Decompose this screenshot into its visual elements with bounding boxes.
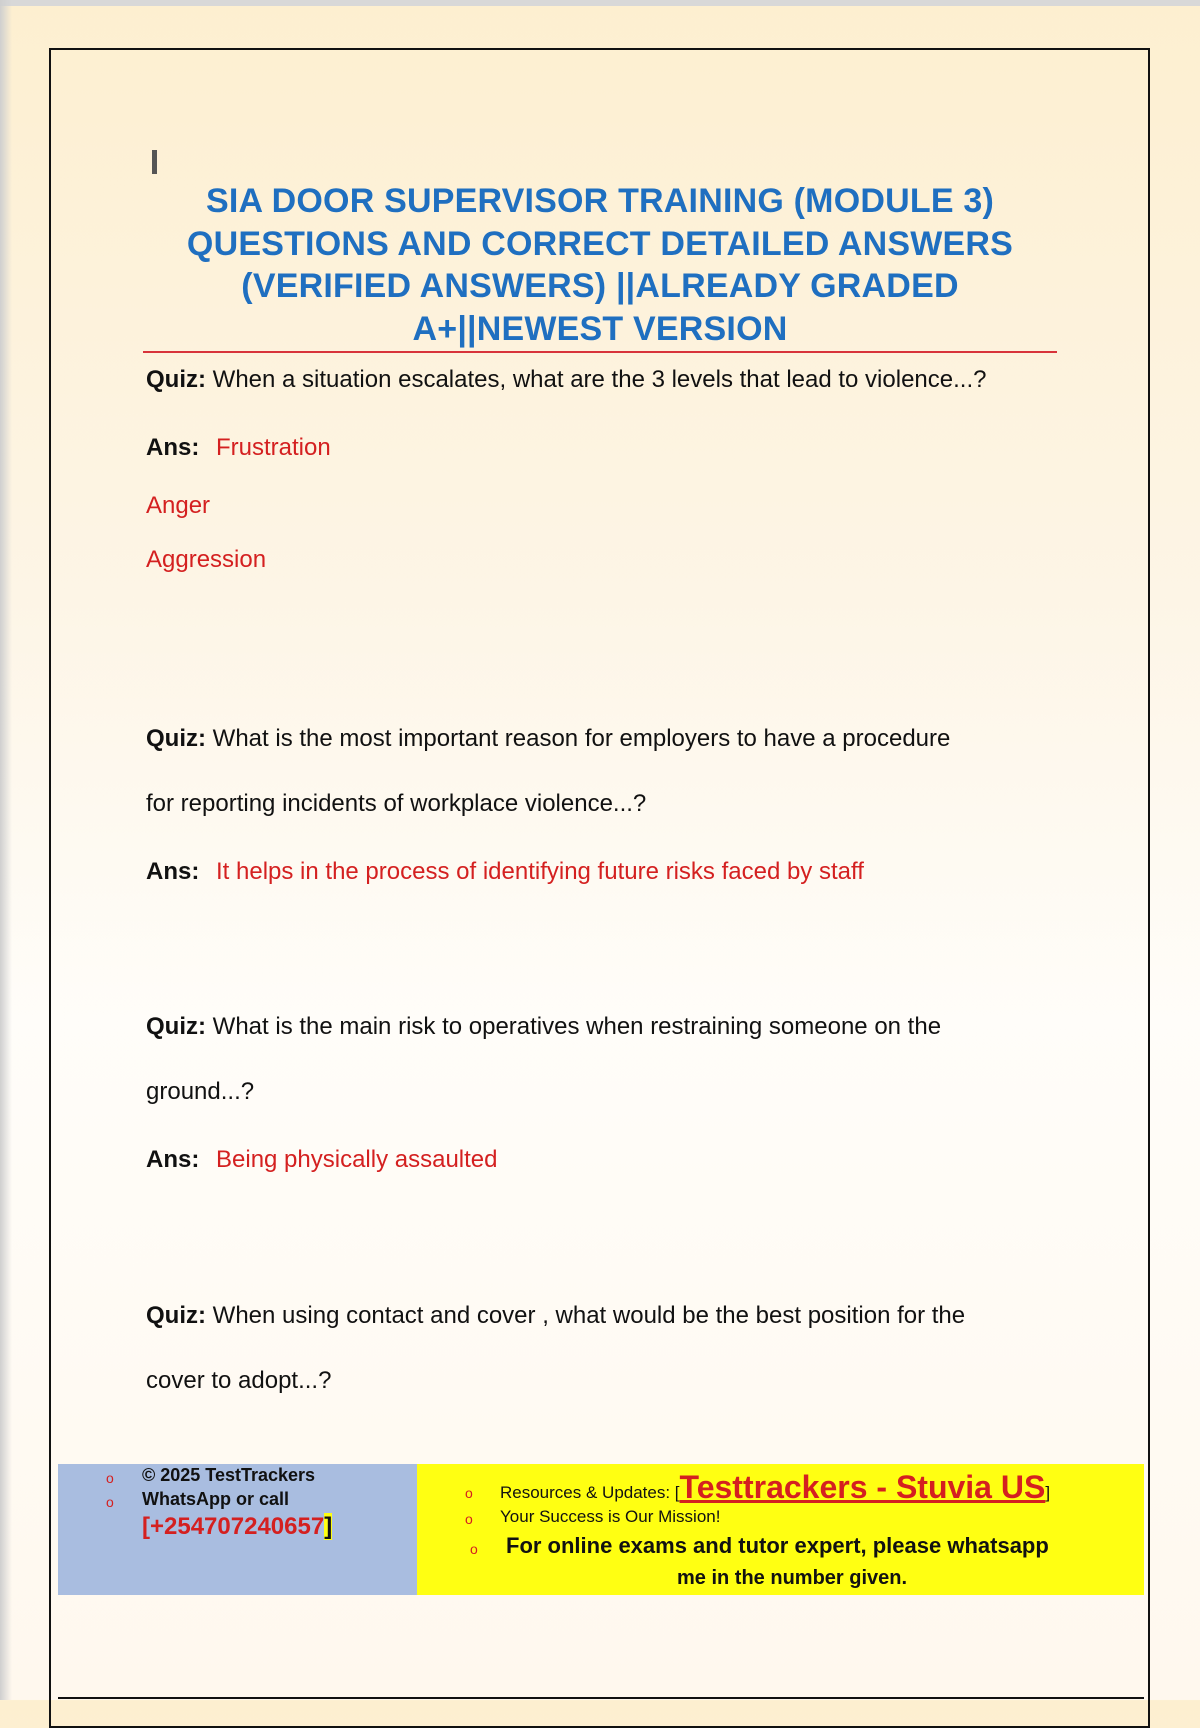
answer-text: It helps in the process of identifying future risks faced by staff xyxy=(216,858,864,885)
document-title: SIA DOOR SUPERVISOR TRAINING (MODULE 3) QUESTIONS AND CORRECT DETAILED ANSWERS (VERIFIED ANSWERS) ||ALREADY GRADED A+||NEWEST VERSION xyxy=(186,182,1014,348)
answer-text: Frustration xyxy=(216,434,331,461)
question-line xyxy=(146,347,1066,412)
ans-label: Ans: xyxy=(146,858,200,885)
viewer-left-edge xyxy=(0,0,12,1700)
quiz-label: Quiz: xyxy=(146,1302,206,1329)
mission-text: Your Success is Our Mission! xyxy=(500,1507,721,1526)
quiz-label: Quiz: xyxy=(146,366,206,393)
question-line xyxy=(146,1283,1066,1348)
question-text: What is the main risk to operatives when restraining someone on the xyxy=(212,1013,942,1040)
ans-label: Ans: xyxy=(146,1146,200,1173)
quiz-item-4 xyxy=(146,1283,1066,1413)
quiz-item-1 xyxy=(146,347,1066,594)
question-line-continued: cover to adopt...? xyxy=(146,1367,332,1394)
answer-line xyxy=(146,424,1066,472)
question-line-continued: ground...? xyxy=(146,1078,255,1105)
whatsapp-label: WhatsApp or call xyxy=(142,1489,290,1509)
question-text: When using contact and cover , what would be the best position for the xyxy=(212,1302,966,1329)
resources-label: Resources & Updates: [ xyxy=(500,1483,680,1502)
question-line xyxy=(146,706,1066,771)
bullet-icon: o xyxy=(470,1541,478,1557)
page-bottom-edge xyxy=(58,1697,1144,1699)
tutor-text-line1: For online exams and tutor expert, please whatsapp xyxy=(506,1533,1049,1558)
tutor-text-line2: me in the number given. xyxy=(677,1567,908,1589)
phone-number[interactable] xyxy=(142,1513,332,1541)
quiz-item-2 xyxy=(146,706,1066,896)
answer-extra-line: Anger xyxy=(146,492,211,519)
phone-open-bracket: [ xyxy=(142,1513,150,1540)
question-text: What is the most important reason for employers to have a procedure xyxy=(212,725,951,752)
bullet-icon: o xyxy=(465,1485,473,1501)
answer-text: Being physically assaulted xyxy=(216,1146,498,1173)
bullet-icon: o xyxy=(465,1511,473,1527)
quiz-item-3 xyxy=(146,994,1066,1184)
resources-line xyxy=(500,1469,1050,1506)
copyright-text: © 2025 TestTrackers xyxy=(142,1465,316,1485)
resources-close-bracket: ] xyxy=(1045,1483,1051,1502)
text-cursor-mark xyxy=(152,150,157,174)
answer-line xyxy=(146,848,1066,896)
answer-extra-line: Aggression xyxy=(146,546,267,573)
phone-digits: +254707240657 xyxy=(150,1513,325,1540)
viewer-top-edge xyxy=(0,0,1200,6)
bullet-icon: o xyxy=(106,1470,114,1486)
quiz-label: Quiz: xyxy=(146,725,206,752)
stuvia-link[interactable]: Testtrackers - Stuvia US xyxy=(679,1469,1046,1505)
bullet-icon: o xyxy=(106,1494,114,1510)
phone-close-bracket: ] xyxy=(324,1513,333,1540)
question-line-continued: for reporting incidents of workplace violence...? xyxy=(146,790,647,817)
answer-line xyxy=(146,1136,1066,1184)
question-line xyxy=(146,994,1066,1059)
quiz-label: Quiz: xyxy=(146,1013,206,1040)
question-text: When a situation escalates, what are the 3 levels that lead to violence...? xyxy=(212,366,987,393)
ans-label: Ans: xyxy=(146,434,200,461)
